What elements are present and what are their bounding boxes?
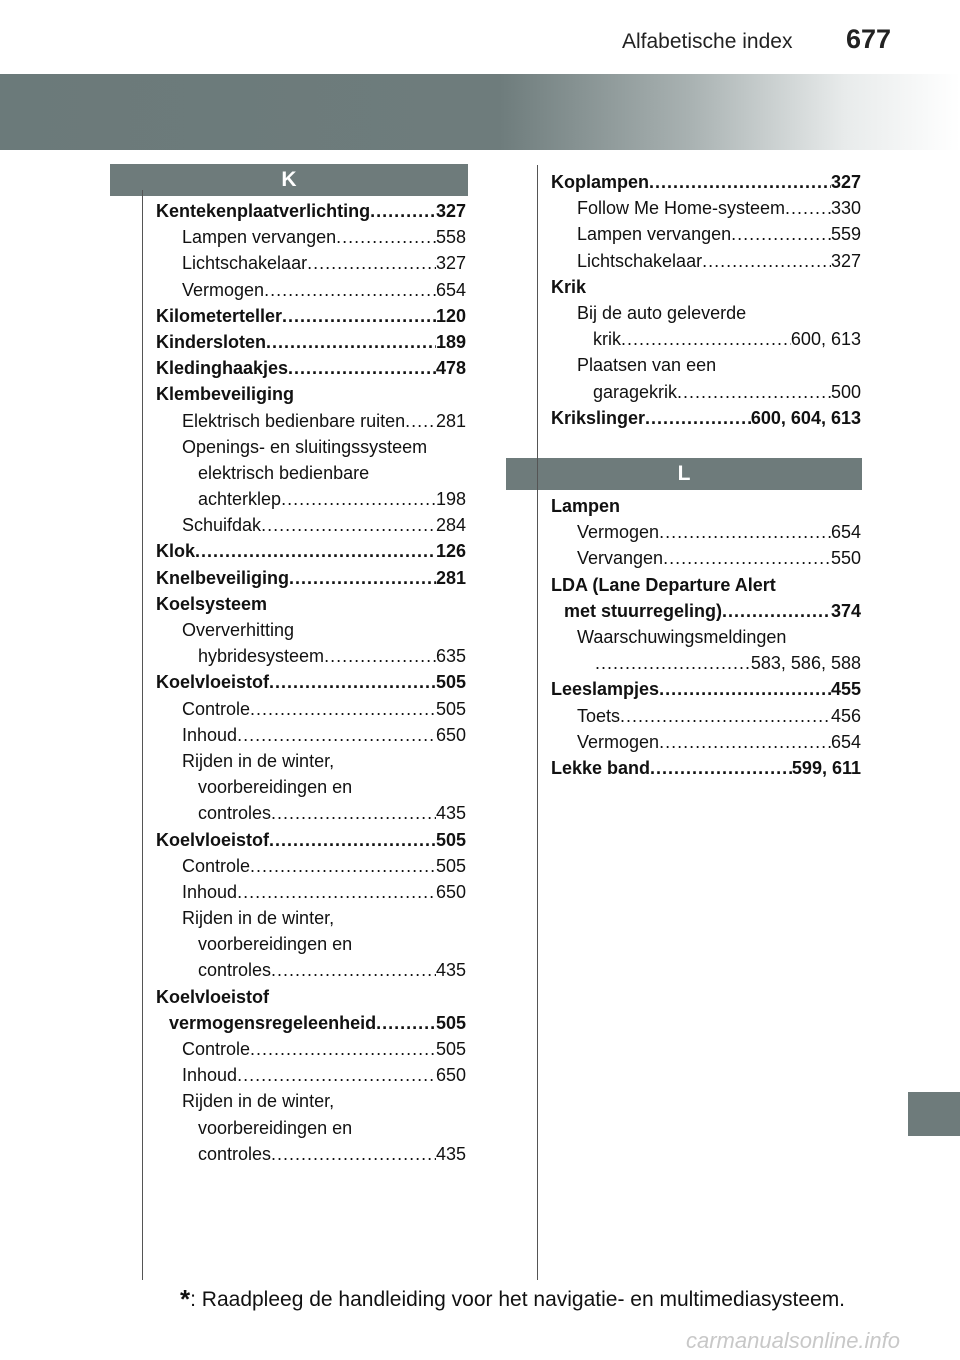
index-entry bbox=[156, 984, 466, 1010]
column-rule-middle bbox=[537, 165, 538, 1280]
index-entry-page: 500 bbox=[830, 381, 861, 402]
index-entry-page: 478 bbox=[435, 358, 466, 379]
dot-leader bbox=[659, 676, 831, 702]
side-thumb-tab bbox=[908, 1092, 960, 1136]
index-column-left bbox=[156, 198, 466, 1167]
dot-leader bbox=[663, 545, 831, 571]
index-entry bbox=[156, 879, 466, 905]
dot-leader bbox=[250, 1036, 436, 1062]
index-entry-page: 198 bbox=[435, 489, 466, 510]
index-entry-term: elektrisch bedienbare bbox=[198, 462, 370, 483]
index-entry bbox=[156, 853, 466, 879]
dot-leader bbox=[621, 326, 791, 352]
index-entry bbox=[156, 800, 466, 826]
index-entry-page: 505 bbox=[435, 855, 466, 876]
index-entry bbox=[551, 519, 861, 545]
index-entry bbox=[551, 352, 861, 378]
index-entry-page: 327 bbox=[830, 250, 861, 271]
index-entry-term: Koelsysteem bbox=[156, 593, 268, 614]
index-entry bbox=[156, 355, 466, 381]
index-entry-page: 330 bbox=[830, 198, 861, 219]
index-entry-page: 558 bbox=[435, 227, 466, 248]
index-entry-term: Controle bbox=[182, 698, 251, 719]
dot-leader bbox=[649, 169, 831, 195]
index-entry-page: 650 bbox=[435, 1065, 466, 1086]
dot-leader bbox=[269, 669, 436, 695]
watermark: carmanualsonline.info bbox=[686, 1328, 901, 1353]
dot-leader bbox=[307, 250, 436, 276]
page-header bbox=[0, 0, 960, 64]
index-entry bbox=[156, 224, 466, 250]
index-entry-page: 327 bbox=[830, 172, 861, 192]
dot-leader bbox=[370, 198, 436, 224]
index-entry bbox=[551, 326, 861, 352]
index-entry bbox=[551, 676, 861, 702]
page-number: 677 bbox=[846, 24, 892, 54]
index-entry-page: 435 bbox=[435, 960, 466, 981]
index-entry-term: Rijden in de winter, bbox=[182, 750, 335, 771]
dot-leader bbox=[250, 853, 436, 879]
dot-leader bbox=[271, 957, 436, 983]
index-entry bbox=[156, 905, 466, 931]
footnote-text: : Raadpleeg de handleiding voor het navigatie- en multimediasysteem. bbox=[190, 1288, 846, 1311]
index-entry-term: Inhoud bbox=[182, 724, 238, 745]
index-entry-term: Controle bbox=[182, 1039, 251, 1059]
dot-leader bbox=[405, 408, 436, 434]
index-entry-term: controles bbox=[198, 1143, 272, 1164]
index-entry bbox=[551, 545, 861, 571]
index-entry bbox=[156, 198, 466, 224]
header-band bbox=[0, 74, 960, 150]
index-entry-page: 583, 586, 588 bbox=[750, 653, 861, 674]
dot-leader bbox=[595, 650, 751, 676]
index-entry-term: Koelvloeistof bbox=[156, 829, 270, 850]
index-entry-page: 599, 611 bbox=[791, 757, 861, 778]
dot-leader bbox=[261, 512, 436, 538]
index-entry-page: 654 bbox=[435, 279, 466, 300]
index-entry bbox=[551, 379, 861, 405]
index-entry-page: 327 bbox=[435, 201, 466, 221]
dot-leader bbox=[195, 538, 436, 564]
index-entry bbox=[156, 486, 466, 512]
index-entry-term: Leeslampjes bbox=[551, 679, 660, 700]
index-entry-term: Kindersloten bbox=[156, 331, 267, 352]
footnote bbox=[180, 1284, 845, 1315]
index-entry bbox=[156, 538, 466, 564]
index-entry bbox=[551, 195, 861, 221]
index-entry-term: Vermogen bbox=[182, 279, 265, 300]
dot-leader bbox=[269, 827, 436, 853]
index-entry-term: Kentekenplaatverlichting bbox=[156, 201, 371, 221]
index-entry bbox=[156, 1062, 466, 1088]
dot-leader bbox=[659, 519, 831, 545]
index-entry bbox=[551, 703, 861, 729]
index-entry-page: 505 bbox=[435, 698, 466, 719]
index-entry-term: Kledinghaakjes bbox=[156, 358, 289, 379]
index-entry bbox=[156, 774, 466, 800]
index-entry-term: Lichtschakelaar bbox=[577, 250, 703, 271]
dot-leader bbox=[722, 598, 831, 624]
index-entry-term: Klembeveiliging bbox=[156, 384, 295, 405]
index-entry bbox=[156, 277, 466, 303]
index-entry-term: Lekke band bbox=[551, 757, 651, 778]
section-header-l: L bbox=[506, 458, 862, 490]
index-entry bbox=[551, 624, 861, 650]
index-entry-page: 126 bbox=[435, 541, 466, 562]
index-entry-page: 505 bbox=[435, 829, 466, 850]
index-entry-term: LDA (Lane Departure Alert bbox=[551, 574, 776, 595]
index-entry bbox=[156, 696, 466, 722]
dot-leader bbox=[731, 221, 831, 247]
dot-leader bbox=[659, 729, 831, 755]
index-entry bbox=[156, 1010, 466, 1036]
index-entry-term: Inhoud bbox=[182, 881, 238, 902]
index-entry bbox=[156, 748, 466, 774]
index-entry-term: Oververhitting bbox=[182, 620, 295, 640]
index-entry-term: Controle bbox=[182, 855, 251, 876]
dot-leader bbox=[376, 1010, 436, 1036]
index-entry bbox=[551, 300, 861, 326]
dot-leader bbox=[650, 755, 792, 781]
index-entry bbox=[156, 250, 466, 276]
dot-leader bbox=[266, 329, 436, 355]
index-entry-page: 635 bbox=[435, 646, 466, 667]
index-entry-term: garagekrik bbox=[593, 381, 678, 402]
index-entry-page: 650 bbox=[435, 724, 466, 745]
index-entry-term: controles bbox=[198, 960, 272, 981]
index-entry-term: Plaatsen van een bbox=[577, 355, 717, 376]
dot-leader bbox=[271, 1141, 436, 1167]
index-entry-page: 505 bbox=[435, 1039, 466, 1059]
index-entry bbox=[156, 957, 466, 983]
index-entry-page: 650 bbox=[435, 881, 466, 902]
index-entry bbox=[551, 755, 861, 781]
index-column-right-l bbox=[551, 493, 861, 781]
column-rule-left bbox=[142, 190, 143, 1280]
index-entry bbox=[551, 493, 861, 519]
index-entry-term: Krik bbox=[551, 276, 587, 297]
index-entry-page: 654 bbox=[830, 731, 861, 752]
dot-leader bbox=[237, 722, 436, 748]
index-entry-term: Lichtschakelaar bbox=[182, 253, 308, 274]
dot-leader bbox=[288, 355, 436, 381]
dot-leader bbox=[336, 224, 436, 250]
index-entry-term: Lampen vervangen bbox=[577, 224, 732, 245]
index-entry-term: Waarschuwingsmeldingen bbox=[577, 626, 787, 647]
index-entry bbox=[156, 617, 466, 643]
index-entry-term: Bij de auto geleverde bbox=[577, 302, 747, 323]
index-entry bbox=[551, 650, 861, 676]
index-entry-term: controles bbox=[198, 803, 272, 824]
footnote-marker: * bbox=[180, 1284, 191, 1314]
index-entry-page: 600, 613 bbox=[790, 329, 861, 350]
index-entry-term: Rijden in de winter, bbox=[182, 908, 335, 929]
index-entry-term: Vermogen bbox=[577, 522, 660, 543]
index-entry bbox=[551, 221, 861, 247]
index-entry-term: met stuurregeling) bbox=[564, 600, 723, 621]
dot-leader bbox=[645, 405, 751, 431]
index-entry-term: krik bbox=[593, 329, 621, 350]
index-entry-term: Vermogen bbox=[577, 731, 660, 752]
dot-leader bbox=[785, 195, 831, 221]
index-entry bbox=[156, 381, 466, 407]
index-entry-term: Openings- en sluitingssysteem bbox=[182, 436, 428, 457]
index-entry-page: 284 bbox=[435, 515, 466, 536]
index-entry bbox=[551, 248, 861, 274]
index-entry-page: 456 bbox=[830, 705, 861, 726]
index-entry bbox=[551, 729, 861, 755]
index-entry-page: 455 bbox=[830, 679, 861, 700]
index-entry bbox=[551, 598, 861, 624]
index-entry-term: Kilometerteller bbox=[156, 305, 283, 326]
index-entry-term: voorbereidingen en bbox=[198, 777, 353, 798]
index-entry-term: Koelvloeistof bbox=[156, 986, 270, 1007]
dot-leader bbox=[289, 565, 436, 591]
index-entry-page: 327 bbox=[435, 253, 466, 274]
dot-leader bbox=[281, 486, 436, 512]
index-entry-term: voorbereidingen en bbox=[198, 934, 353, 955]
index-entry-page: 374 bbox=[830, 600, 861, 621]
index-entry-term: Lampen vervangen bbox=[182, 227, 337, 248]
index-entry-term: Lampen bbox=[551, 496, 621, 516]
index-entry-page: 505 bbox=[435, 1012, 466, 1033]
header-title: Alfabetische index bbox=[622, 30, 793, 53]
index-entry bbox=[156, 931, 466, 957]
index-entry-term: voorbereidingen en bbox=[198, 1117, 353, 1138]
index-entry-page: 189 bbox=[435, 331, 466, 352]
dot-leader bbox=[271, 800, 436, 826]
dot-leader bbox=[324, 643, 436, 669]
index-entry bbox=[551, 572, 861, 598]
index-entry-page: 435 bbox=[435, 1143, 466, 1164]
index-entry bbox=[551, 405, 861, 431]
index-entry-term: Vervangen bbox=[577, 548, 664, 569]
index-entry-term: achterklep bbox=[198, 489, 282, 510]
dot-leader bbox=[702, 248, 831, 274]
index-entry-term: Koelvloeistof bbox=[156, 672, 270, 693]
index-entry-term: Toets bbox=[577, 705, 621, 726]
index-entry bbox=[156, 512, 466, 538]
index-entry bbox=[156, 669, 466, 695]
index-entry bbox=[156, 1036, 466, 1062]
dot-leader bbox=[264, 277, 436, 303]
index-entry bbox=[156, 591, 466, 617]
index-entry-page: 600, 604, 613 bbox=[750, 407, 861, 428]
index-entry-page: 281 bbox=[435, 410, 466, 431]
dot-leader bbox=[250, 696, 436, 722]
index-entry bbox=[551, 274, 861, 300]
index-entry bbox=[156, 643, 466, 669]
index-entry-term: Schuifdak bbox=[182, 515, 262, 536]
dot-leader bbox=[282, 303, 436, 329]
index-entry-term: Elektrisch bedienbare ruiten bbox=[182, 410, 406, 431]
dot-leader bbox=[677, 379, 831, 405]
index-entry-page: 120 bbox=[435, 305, 466, 326]
index-entry-page: 505 bbox=[435, 672, 466, 693]
index-entry-term: Klok bbox=[156, 541, 196, 562]
index-entry bbox=[156, 303, 466, 329]
index-entry-page: 435 bbox=[435, 803, 466, 824]
index-entry-term: Inhoud bbox=[182, 1065, 238, 1086]
index-entry bbox=[156, 434, 466, 460]
index-entry bbox=[156, 1088, 466, 1114]
index-entry bbox=[156, 565, 466, 591]
index-entry-term: Koplampen bbox=[551, 172, 650, 192]
index-entry bbox=[551, 169, 861, 195]
index-entry bbox=[156, 722, 466, 748]
dot-leader bbox=[237, 879, 436, 905]
index-entry-page: 654 bbox=[830, 522, 861, 543]
index-entry-term: Krikslinger bbox=[551, 407, 646, 428]
index-entry-term: vermogensregeleenheid bbox=[169, 1012, 377, 1033]
index-entry-term: Rijden in de winter, bbox=[182, 1091, 335, 1112]
section-header-k: K bbox=[110, 164, 468, 196]
index-entry bbox=[156, 1115, 466, 1141]
index-entry-page: 281 bbox=[435, 567, 466, 588]
dot-leader bbox=[237, 1062, 436, 1088]
index-entry-page: 559 bbox=[830, 224, 861, 245]
index-entry-term: Knelbeveiliging bbox=[156, 567, 290, 588]
index-entry bbox=[156, 460, 466, 486]
index-entry-term: hybridesysteem bbox=[198, 646, 325, 667]
index-entry-term: Follow Me Home-systeem bbox=[577, 198, 786, 219]
index-entry-page: 550 bbox=[830, 548, 861, 569]
index-entry bbox=[156, 329, 466, 355]
dot-leader bbox=[620, 703, 831, 729]
index-entry bbox=[156, 408, 466, 434]
index-entry bbox=[156, 1141, 466, 1167]
index-column-right-k bbox=[551, 169, 861, 431]
index-entry bbox=[156, 827, 466, 853]
